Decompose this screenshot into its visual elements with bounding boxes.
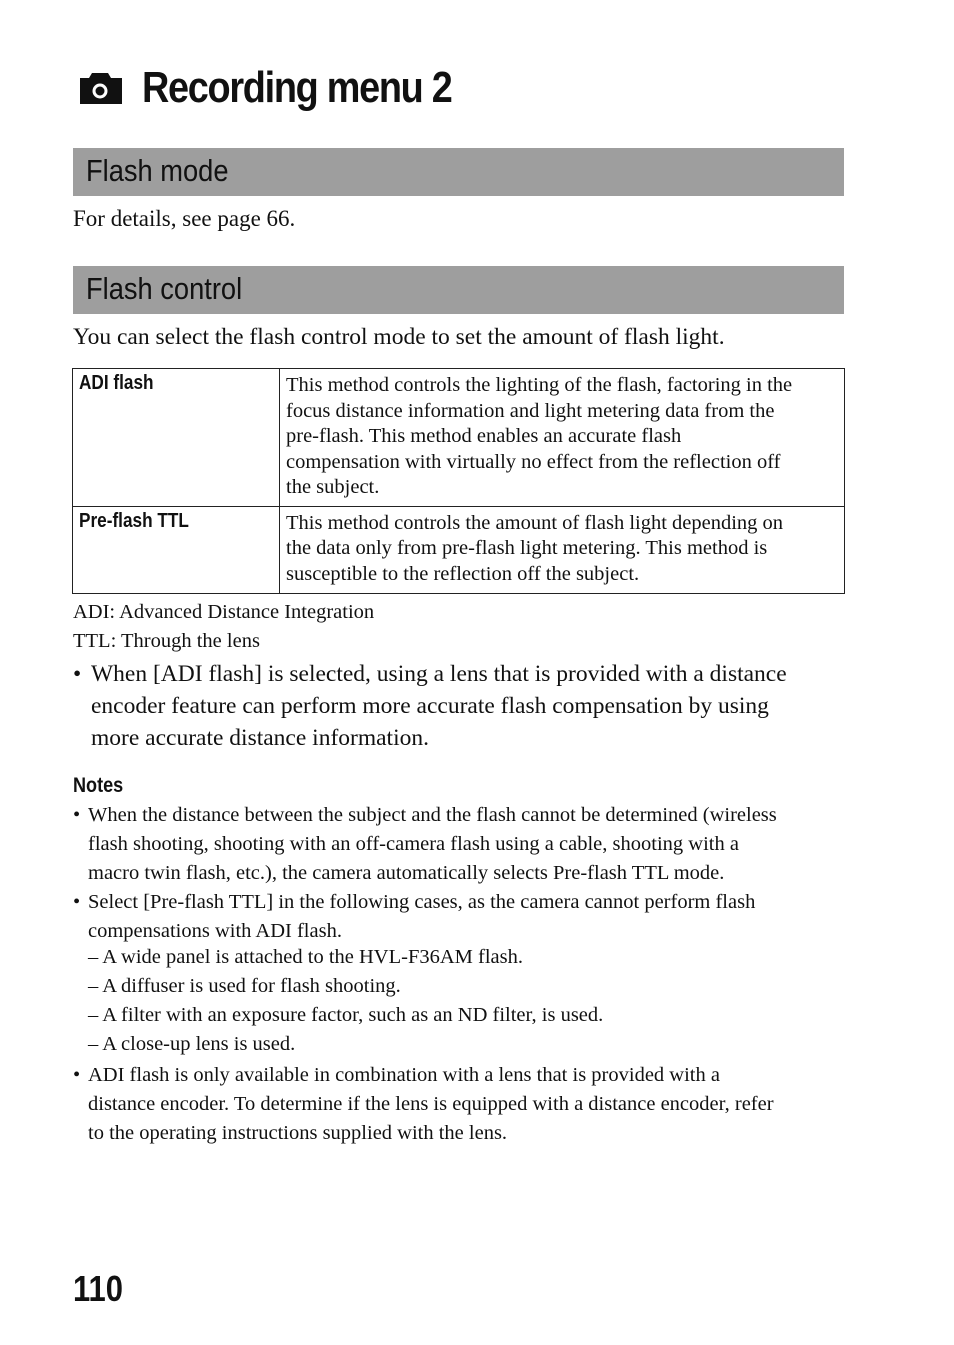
desc-line: This method controls the lighting of the flash, factoring in the — [286, 374, 793, 396]
desc-line: susceptible to the reflection off the subject. — [286, 562, 640, 585]
note-line: flash shooting, shooting with an off-camera flash using a cable, shooting with a — [88, 833, 739, 855]
section-heading-text: Flash control — [86, 271, 243, 306]
desc-line: focus distance information and light metering data from the — [286, 399, 775, 422]
note-line: macro twin flash, etc.), the camera automatically selects Pre-flash TTL mode. — [88, 862, 725, 884]
note-line: to the operating instructions supplied with the lens. — [88, 1122, 508, 1144]
tip-text — [91, 658, 853, 754]
flash-control-table — [72, 368, 845, 594]
note-item — [73, 801, 863, 888]
section-heading-flash-mode — [73, 148, 844, 196]
abbreviation-adi: ADI: Advanced Distance Integration — [73, 601, 375, 623]
desc-line: This method controls the amount of flash light depending on — [286, 511, 784, 534]
abbreviation-ttl: TTL: Through the lens — [73, 630, 260, 652]
desc-line: the data only from pre-flash light metering. This method is — [286, 537, 768, 559]
note-subitem: – A wide panel is attached to the HVL-F36AM flash. — [88, 946, 523, 968]
table-term-cell — [73, 369, 280, 507]
note-text — [88, 888, 863, 946]
notes-heading: Notes — [73, 774, 124, 797]
note-subitem: – A close-up lens is used. — [88, 1033, 296, 1055]
note-item — [73, 1061, 863, 1148]
note-text — [88, 1061, 863, 1148]
tip-line: When [ADI flash] is selected, using a lens that is provided with a distance — [91, 661, 787, 687]
table-row — [73, 506, 845, 593]
desc-line: the subject. — [286, 476, 380, 498]
table-row — [73, 369, 845, 507]
tip-line: encoder feature can perform more accurate flash compensation by using — [91, 693, 769, 719]
bullet-icon: • — [73, 804, 81, 826]
note-line: distance encoder. To determine if the lens is equipped with a distance encoder, refer — [88, 1093, 774, 1115]
note-item — [73, 888, 863, 946]
flash-control-body: You can select the flash control mode to set the amount of flash light. — [73, 324, 725, 350]
term-adi-flash: ADI flash — [79, 372, 154, 394]
flash-mode-body: For details, see page 66. — [73, 206, 296, 231]
table-term-cell — [73, 506, 280, 593]
bullet-icon: • — [73, 661, 82, 687]
note-text — [88, 801, 863, 888]
tip-bullet-item — [73, 658, 853, 754]
desc-line: pre-flash. This method enables an accurate flash — [286, 425, 682, 447]
bullet-icon: • — [73, 1064, 81, 1086]
note-line: ADI flash is only available in combination with a lens that is provided with a — [88, 1064, 720, 1086]
term-pre-flash-ttl: Pre-flash TTL — [79, 509, 189, 532]
camera-icon — [78, 71, 124, 105]
table-desc-cell — [280, 369, 845, 507]
note-subitem: – A filter with an exposure factor, such as an ND filter, is used. — [88, 1004, 604, 1026]
bullet-icon: • — [73, 891, 81, 913]
page-number: 110 — [73, 1268, 123, 1309]
tip-line: more accurate distance information. — [91, 725, 429, 751]
page-title: Recording menu 2 — [142, 63, 452, 112]
section-heading-flash-control — [73, 266, 844, 314]
desc-line: compensation with virtually no effect from the reflection off — [286, 450, 781, 473]
note-subitem: – A diffuser is used for flash shooting. — [88, 975, 401, 997]
note-line: compensations with ADI flash. — [88, 920, 342, 942]
note-line: Select [Pre-flash TTL] in the following cases, as the camera cannot perform flash — [88, 891, 756, 913]
section-heading-text: Flash mode — [86, 153, 229, 188]
page-header — [78, 58, 502, 118]
note-line: When the distance between the subject and the flash cannot be determined (wireless — [88, 804, 777, 826]
table-desc-cell — [280, 506, 845, 593]
